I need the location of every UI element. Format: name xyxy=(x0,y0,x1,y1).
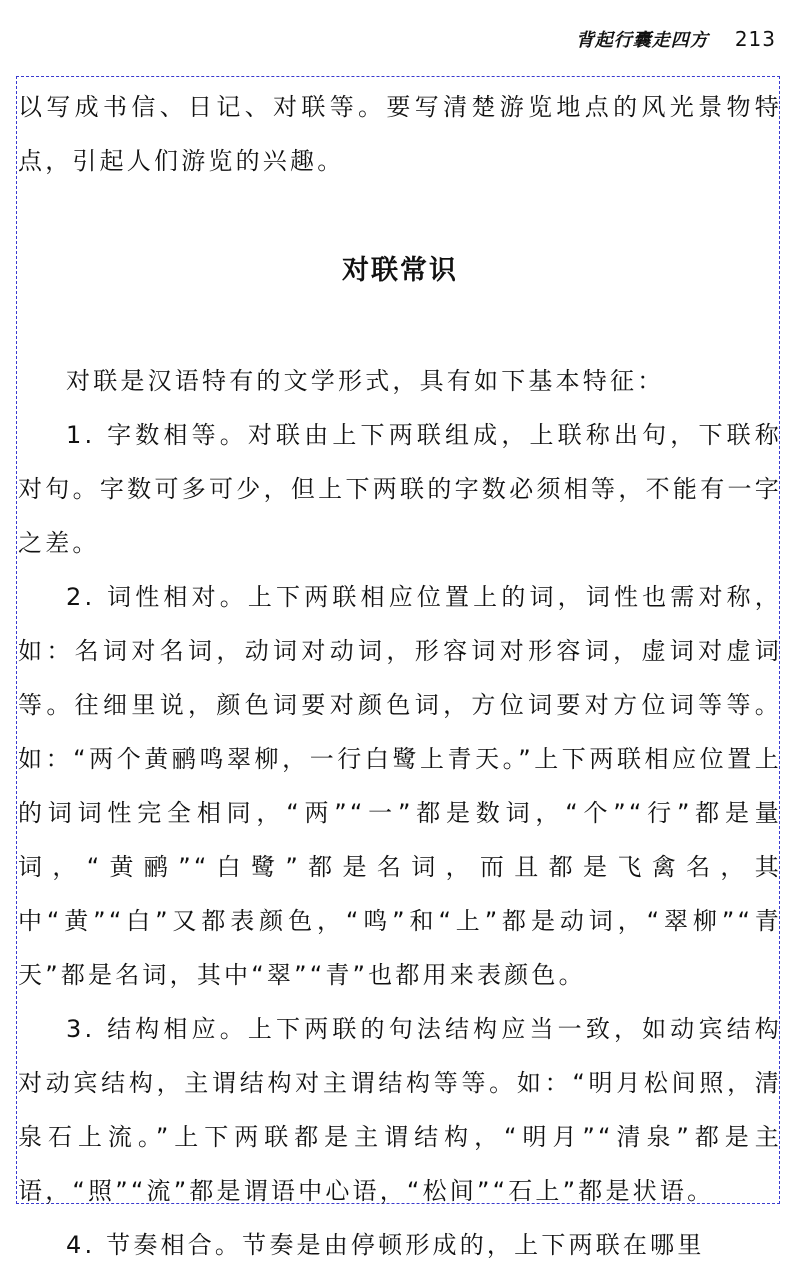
section-title: 对联常识 xyxy=(342,255,458,286)
running-header xyxy=(576,24,776,54)
point-3-paragraph: 3. 结构相应。上下两联的句法结构应当一致，如动宾结构对动宾结构，主谓结构对主谓结构等等。如：“明月松间照，清泉石上流。”上下两联都是主谓结构，“明月”“清泉”都是主语，“照”“流”都是谓语中心语，“松间”“石上”都是状语。 xyxy=(18,1015,782,1205)
book-title: 背起行囊走四方 xyxy=(575,30,709,51)
point-2-paragraph: 2. 词性相对。上下两联相应位置上的词，词性也需对称，如：名词对名词，动词对动词，形容词对形容词，虚词对虚词等。往细里说，颜色词要对颜色词，方位词要对方位词等等。如：“两个黄鹂鸣翠柳，一行白鹭上青天。”上下两联相应位置上的词词性完全相同，“两”“一”都是数词，“个”“行”都是量词，“黄鹂”“白鹭”都是名词，而且都是飞禽名，其中“黄”“白”又都表颜色，“鸣”和“上”都是动词，“翠柳”“青天”都是名词，其中“翠”“青”也都用来表颜色。 xyxy=(18,583,782,989)
point-1-paragraph: 1. 字数相等。对联由上下两联组成，上联称出句，下联称对句。字数可多可少，但上下两联的字数必须相等，不能有一字之差。 xyxy=(18,421,782,557)
intro-paragraph: 对联是汉语特有的文学形式，具有如下基本特征： xyxy=(66,367,665,395)
continued-paragraph: 以写成书信、日记、对联等。要写清楚游览地点的风光景物特点，引起人们游览的兴趣。 xyxy=(18,93,782,175)
page-body xyxy=(18,80,782,1272)
page-number: 213 xyxy=(734,27,776,51)
point-4-paragraph: 4. 节奏相合。节奏是由停顿形成的，上下两联在哪里 xyxy=(66,1231,705,1259)
